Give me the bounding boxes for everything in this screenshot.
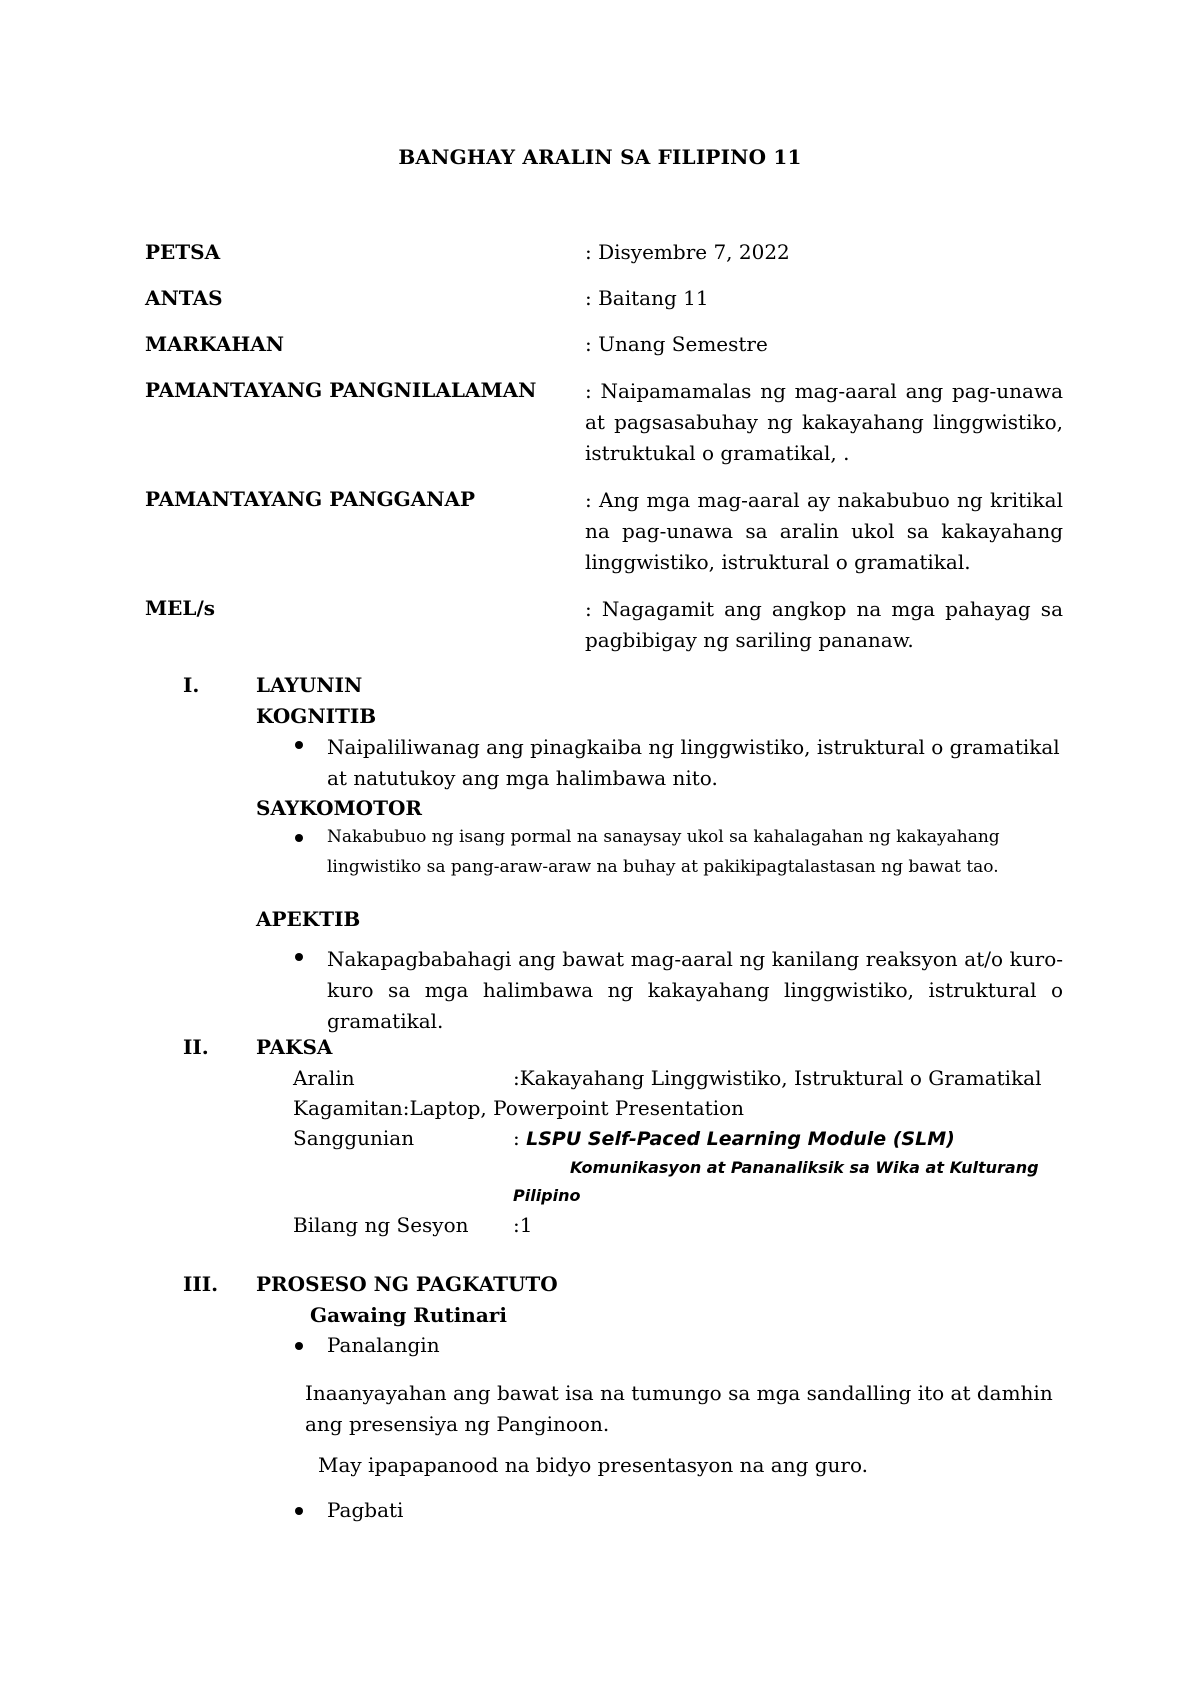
section3-title: PROSESO NG PAGKATUTO: [256, 1272, 558, 1296]
kognitib-bullet-text: Naipaliliwanag ang pinagkaiba ng linggwistiko, istruktural o gramatikal at natutukoy ang mga halimbawa nito.: [327, 735, 1060, 790]
petsa-value: : Disyembre 7, 2022: [585, 240, 790, 264]
markahan-label: MARKAHAN: [145, 332, 285, 356]
section2-title: PAKSA: [256, 1035, 333, 1059]
sanggunian-colon: :: [513, 1126, 527, 1150]
sesyon-label: Bilang ng Sesyon: [293, 1213, 469, 1237]
apektib-heading: APEKTIB: [256, 907, 361, 931]
panalangin-bullet: Panalangin: [327, 1333, 440, 1357]
bullet-icon: [295, 1507, 303, 1515]
pamantayang-pangganap-value: : Ang mga mag-aaral ay nakabubuo ng kritikal na pag-unawa sa aralin ukol sa kakayahang linggwistiko, istruktural o gramatikal.: [585, 488, 1063, 574]
markahan-value: : Unang Semestre: [585, 332, 768, 356]
gawaing-rutinari-heading: Gawaing Rutinari: [310, 1303, 507, 1327]
document-title: BANGHAY ARALIN SA FILIPINO 11: [398, 145, 802, 169]
bullet-icon: [295, 741, 303, 749]
section1-title: LAYUNIN: [256, 673, 363, 697]
bullet-icon: [295, 953, 303, 961]
sesyon-value: :1: [513, 1213, 533, 1237]
sanggunian-label: Sanggunian: [293, 1126, 415, 1150]
sanggunian-subtitle-line1: Komunikasyon at Pananaliksik sa Wika at Kulturang: [570, 1158, 1039, 1177]
section2-numeral: II.: [183, 1035, 209, 1059]
petsa-label: PETSA: [145, 240, 221, 264]
sanggunian-title: LSPU Self-Paced Learning Module (SLM): [526, 1128, 955, 1150]
kagamitan-text: Kagamitan:Laptop, Powerpoint Presentation: [293, 1096, 745, 1120]
pamantayang-pangnilalaman-label: PAMANTAYANG PANGNILALAMAN: [145, 378, 537, 402]
pamantayang-pangganap-label: PAMANTAYANG PANGGANAP: [145, 487, 476, 511]
kognitib-heading: KOGNITIB: [256, 704, 377, 728]
pagbati-bullet: Pagbati: [327, 1498, 404, 1522]
antas-label: ANTAS: [145, 286, 223, 310]
antas-value: : Baitang 11: [585, 286, 709, 310]
saykomotor-heading: SAYKOMOTOR: [256, 796, 422, 820]
mels-label: MEL/s: [145, 596, 216, 620]
aralin-value: :Kakayahang Linggwistiko, Istruktural o Gramatikal: [513, 1066, 1042, 1090]
pamantayang-pangnilalaman-value: : Naipamamalas ng mag-aaral ang pag-unawa at pagsasabuhay ng kakayahang linggwistiko, istruktukal o gramatikal, .: [585, 379, 1063, 465]
aralin-label: Aralin: [293, 1066, 355, 1090]
section3-numeral: III.: [183, 1272, 219, 1296]
sanggunian-subtitle-line2: Pilipino: [513, 1186, 581, 1205]
bidyo-paragraph: May ipapapanood na bidyo presentasyon na ang guro.: [318, 1453, 869, 1477]
saykomotor-bullet-line2: lingwistiko sa pang-araw-araw na buhay at pakikipagtalastasan ng bawat tao.: [327, 857, 999, 877]
sanggunian-value: [513, 1126, 955, 1150]
bullet-icon: [295, 834, 303, 842]
mels-value: : Nagagamit ang angkop na mga pahayag sa pagbibigay ng sariling pananaw.: [585, 597, 1063, 652]
apektib-bullet-text: Nakapagbabahagi ang bawat mag-aaral ng kanilang reaksyon at/o kuro-kuro sa mga halimbawa ng kakayahang linggwistiko, istruktural o gramatikal.: [327, 947, 1063, 1033]
saykomotor-bullet-line1: Nakabubuo ng isang pormal na sanaysay ukol sa kahalagahan ng kakayahang: [327, 827, 1000, 847]
bullet-icon: [295, 1342, 303, 1350]
panalangin-paragraph: Inaanyayahan ang bawat isa na tumungo sa mga sandalling ito at damhin ang presensiya ng Panginoon.: [305, 1381, 1053, 1436]
section1-numeral: I.: [183, 673, 200, 697]
